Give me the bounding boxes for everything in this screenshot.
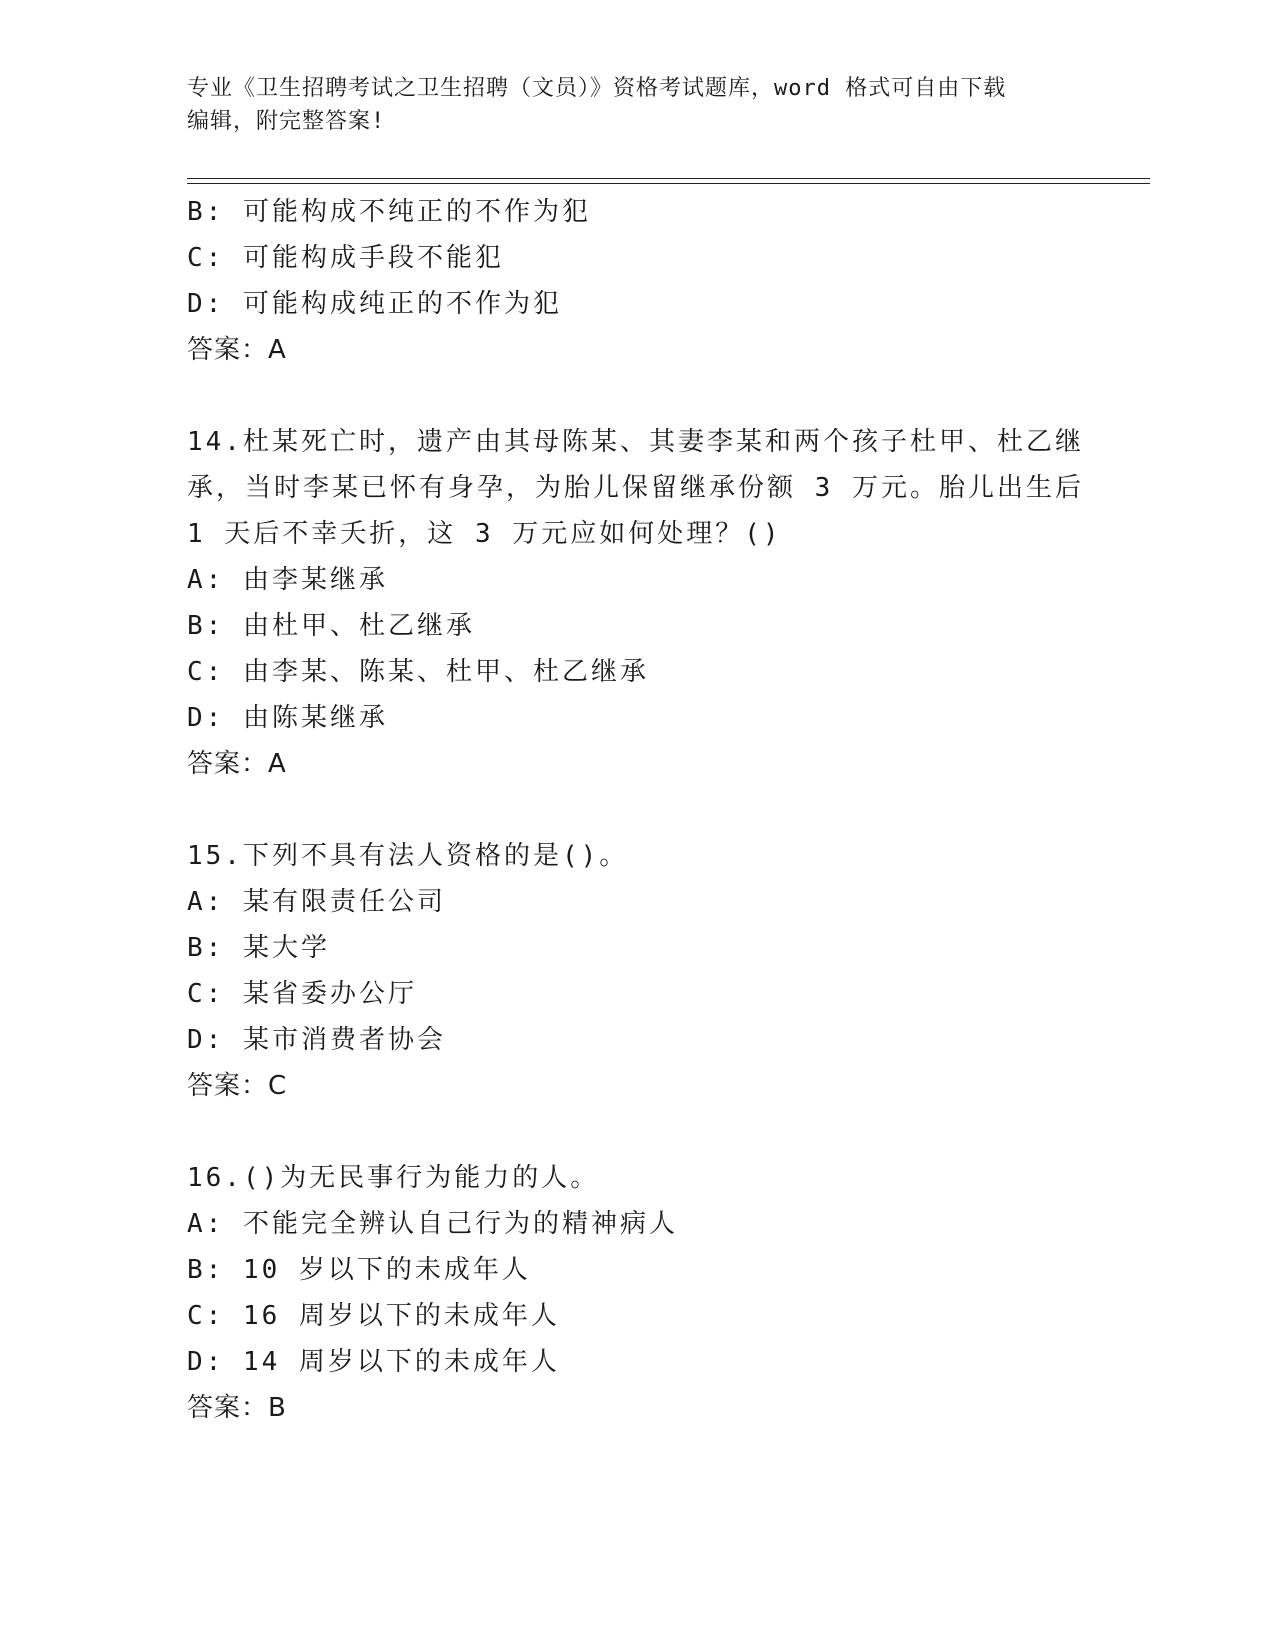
option-c: C: 可能构成手段不能犯: [187, 243, 504, 273]
answer: 答案：A: [187, 749, 287, 779]
question-15: [187, 833, 1087, 1109]
question-13: [187, 189, 1087, 373]
option-d: D: 由陈某继承: [187, 703, 388, 733]
header-divider-bottom: [187, 183, 1150, 184]
option-a: A: 不能完全辨认自己行为的精神病人: [187, 1209, 678, 1239]
question-list: [187, 189, 1087, 1431]
option-b: B: 10 岁以下的未成年人: [187, 1255, 531, 1285]
question-14: [187, 419, 1087, 787]
answer: 答案：B: [187, 1393, 287, 1423]
option-a: A: 由李某继承: [187, 565, 388, 595]
question-text-line-3: 1 天后不幸夭折，这 3 万元应如何处理？(): [187, 519, 782, 549]
option-b: B: 可能构成不纯正的不作为犯: [187, 197, 591, 227]
header-line-1: 专业《卫生招聘考试之卫生招聘（文员）》资格考试题库，word 格式可自由下载: [187, 76, 1007, 101]
option-c: C: 某省委办公厅: [187, 979, 417, 1009]
question-text: 15.下列不具有法人资格的是()。: [187, 841, 629, 871]
question-text-line-2: 承，当时李某已怀有身孕，为胎儿保留继承份额 3 万元。胎儿出生后: [187, 473, 1084, 503]
question-text: 16.()为无民事行为能力的人。: [187, 1163, 600, 1193]
option-b: B: 由杜甲、杜乙继承: [187, 611, 475, 641]
option-d: D: 某市消费者协会: [187, 1025, 446, 1055]
document-header: [187, 72, 1067, 138]
answer: 答案：C: [187, 1071, 288, 1101]
option-b: B: 某大学: [187, 933, 330, 963]
header-divider-top: [187, 178, 1150, 179]
option-c: C: 由李某、陈某、杜甲、杜乙继承: [187, 657, 649, 687]
answer: 答案：A: [187, 335, 287, 365]
question-text-line-1: 14.杜某死亡时，遗产由其母陈某、其妻李某和两个孩子杜甲、杜乙继: [187, 427, 1084, 457]
option-a: A: 某有限责任公司: [187, 887, 446, 917]
option-d: D: 14 周岁以下的未成年人: [187, 1347, 560, 1377]
header-line-2: 编辑，附完整答案!: [187, 109, 386, 134]
option-d: D: 可能构成纯正的不作为犯: [187, 289, 562, 319]
option-c: C: 16 周岁以下的未成年人: [187, 1301, 560, 1331]
question-16: [187, 1155, 1087, 1431]
